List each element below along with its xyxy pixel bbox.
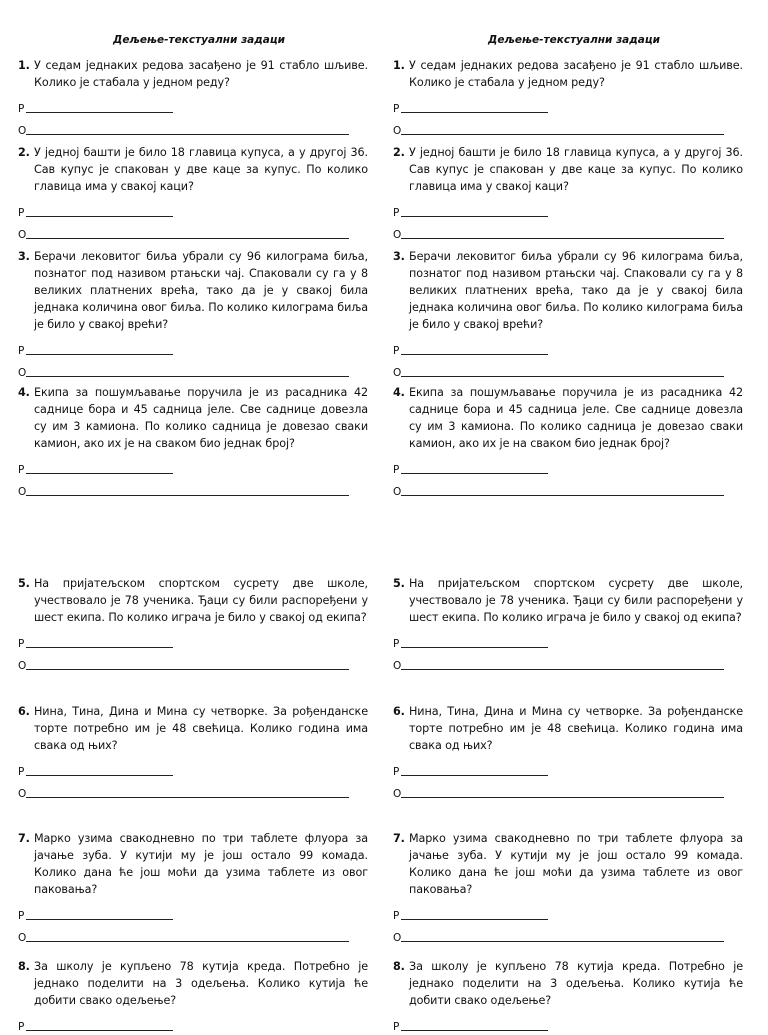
answer-o-label: О <box>18 486 27 498</box>
task-8 <box>393 958 743 1035</box>
task-number: 8. <box>393 960 405 973</box>
task-1 <box>18 57 368 139</box>
answer-r-label: Р <box>18 464 25 476</box>
answer-r-line[interactable] <box>393 99 743 117</box>
answer-r-line[interactable] <box>393 906 743 924</box>
answer-o-label: О <box>393 125 402 137</box>
answer-o-line[interactable] <box>393 656 743 674</box>
answer-r-line[interactable] <box>18 341 368 359</box>
answer-o-label: О <box>18 367 27 379</box>
task-number: 1. <box>18 59 30 72</box>
task-number: 5. <box>18 577 30 590</box>
answer-r-line[interactable] <box>393 634 743 652</box>
task-1 <box>393 57 743 139</box>
answer-r-label: Р <box>393 345 400 357</box>
answer-r-line[interactable] <box>393 1017 743 1035</box>
answer-r-label: Р <box>18 207 25 219</box>
task-number: 3. <box>393 250 405 263</box>
answer-r-line[interactable] <box>393 460 743 478</box>
task-7 <box>18 830 368 946</box>
answer-o-label: О <box>393 932 402 944</box>
left-column <box>18 0 368 1033</box>
task-text: За школу је купљено 78 кутија креда. Потребно је једнако поделити на 3 одељења. Колико кутија ће добити свако одељење? <box>409 960 743 1007</box>
answer-r-label: Р <box>393 910 400 922</box>
answer-o-line[interactable] <box>18 928 368 946</box>
task-7 <box>393 830 743 946</box>
answer-o-label: О <box>393 486 402 498</box>
task-5 <box>393 575 743 674</box>
answer-r-line[interactable] <box>18 906 368 924</box>
answer-o-label: О <box>18 660 27 672</box>
answer-r-label: Р <box>18 766 25 778</box>
task-number: 6. <box>393 705 405 718</box>
answer-r-label: Р <box>18 910 25 922</box>
answer-r-label: Р <box>18 103 25 115</box>
task-text: На пријатељском спортском сусрету две школе, учествовало је 78 ученика. Ђаци су били распоређени у шест екипа. По колико играча је било у свакој од екипа? <box>34 577 368 624</box>
answer-o-line[interactable] <box>18 121 368 139</box>
answer-r-label: Р <box>393 464 400 476</box>
answer-r-label: Р <box>18 638 25 650</box>
answer-o-label: О <box>18 932 27 944</box>
task-number: 4. <box>18 386 30 399</box>
answer-o-line[interactable] <box>18 784 368 802</box>
answer-r-label: Р <box>18 1021 25 1033</box>
answer-r-line[interactable] <box>18 203 368 221</box>
worksheet-title: Дељење-текстуални задаци <box>488 34 660 46</box>
answer-r-label: Р <box>393 103 400 115</box>
task-text: Екипа за пошумљавање поручила је из расадника 42 саднице бора и 45 садница јеле. Све саднице довезла су им 3 камиона. По колико садница је довезао сваки камион, ако их је на сваком био једнак број? <box>34 386 368 450</box>
answer-o-line[interactable] <box>393 363 743 381</box>
answer-o-line[interactable] <box>393 225 743 243</box>
task-2 <box>18 144 368 243</box>
answer-o-line[interactable] <box>393 121 743 139</box>
answer-r-line[interactable] <box>18 762 368 780</box>
task-number: 4. <box>393 386 405 399</box>
task-number: 2. <box>393 146 405 159</box>
answer-o-line[interactable] <box>18 482 368 500</box>
task-6 <box>393 703 743 802</box>
task-text: У седам једнаких редова засађено је 91 стабло шљиве. Колико је стабала у једном реду? <box>34 59 368 89</box>
task-text: Марко узима свакодневно по три таблете флуора за јачање зуба. У кутији му је још остало 99 комада. Колико дана ће још моћи да узима таблете из овог паковања? <box>34 832 368 896</box>
answer-r-line[interactable] <box>18 634 368 652</box>
task-number: 8. <box>18 960 30 973</box>
answer-r-label: Р <box>393 766 400 778</box>
task-3 <box>393 248 743 381</box>
answer-o-line[interactable] <box>393 784 743 802</box>
answer-o-line[interactable] <box>18 225 368 243</box>
task-8 <box>18 958 368 1035</box>
task-text: У једној башти је било 18 главица купуса, а у другој 36. Сав купус је спакован у две каце за купус. По колико главица има у свакој каци? <box>409 146 743 193</box>
answer-o-label: О <box>393 788 402 800</box>
answer-r-line[interactable] <box>18 460 368 478</box>
task-text: Нина, Тина, Дина и Мина су четворке. За рођенданске торте потребно им је 48 свећица. Колико година има свака од њих? <box>409 705 743 752</box>
right-column <box>393 0 743 1033</box>
task-number: 5. <box>393 577 405 590</box>
answer-o-line[interactable] <box>393 482 743 500</box>
answer-r-line[interactable] <box>393 203 743 221</box>
answer-o-label: О <box>393 229 402 241</box>
answer-r-line[interactable] <box>393 341 743 359</box>
task-number: 7. <box>393 832 405 845</box>
answer-o-line[interactable] <box>393 928 743 946</box>
task-number: 7. <box>18 832 30 845</box>
answer-r-label: Р <box>393 1021 400 1033</box>
task-text: Марко узима свакодневно по три таблете флуора за јачање зуба. У кутији му је још остало 99 комада. Колико дана ће још моћи да узима таблете из овог паковања? <box>409 832 743 896</box>
task-number: 1. <box>393 59 405 72</box>
task-6 <box>18 703 368 802</box>
task-4 <box>18 384 368 500</box>
task-text: Берачи лековитог биља убрали су 96 килограма биља, познатог под називом ртањски чај. Спаковали су га у 8 великих платнених врећа, тако да је у свакој била једнака количина овог биља. По колико килограма биља је било у свакој врећи? <box>34 250 368 331</box>
task-number: 3. <box>18 250 30 263</box>
task-number: 2. <box>18 146 30 159</box>
answer-o-label: О <box>393 367 402 379</box>
task-number: 6. <box>18 705 30 718</box>
answer-r-label: Р <box>393 638 400 650</box>
answer-o-label: О <box>18 229 27 241</box>
answer-r-line[interactable] <box>18 99 368 117</box>
answer-o-label: О <box>18 788 27 800</box>
answer-r-line[interactable] <box>393 762 743 780</box>
answer-r-label: Р <box>393 207 400 219</box>
task-text: У седам једнаких редова засађено је 91 стабло шљиве. Колико је стабала у једном реду? <box>409 59 743 89</box>
task-text: У једној башти је било 18 главица купуса, а у другој 36. Сав купус је спакован у две каце за купус. По колико главица има у свакој каци? <box>34 146 368 193</box>
task-text: Екипа за пошумљавање поручила је из расадника 42 саднице бора и 45 садница јеле. Све саднице довезла су им 3 камиона. По колико садница је довезао сваки камион, ако их је на сваком био једнак број? <box>409 386 743 450</box>
task-4 <box>393 384 743 500</box>
answer-o-line[interactable] <box>18 656 368 674</box>
worksheet-title: Дељење-текстуални задаци <box>113 34 285 46</box>
task-2 <box>393 144 743 243</box>
task-text: Берачи лековитог биља убрали су 96 килограма биља, познатог под називом ртањски чај. Спаковали су га у 8 великих платнених врећа, тако да је у свакој била једнака количина овог биља. По колико килограма биља је било у свакој врећи? <box>409 250 743 331</box>
answer-o-line[interactable] <box>18 363 368 381</box>
task-3 <box>18 248 368 381</box>
task-text: На пријатељском спортском сусрету две школе, учествовало је 78 ученика. Ђаци су били распоређени у шест екипа. По колико играча је било у свакој од екипа? <box>409 577 743 624</box>
task-text: Нина, Тина, Дина и Мина су четворке. За рођенданске торте потребно им је 48 свећица. Колико година има свака од њих? <box>34 705 368 752</box>
task-5 <box>18 575 368 674</box>
answer-r-line[interactable] <box>18 1017 368 1035</box>
answer-o-label: О <box>393 660 402 672</box>
answer-r-label: Р <box>18 345 25 357</box>
answer-o-label: О <box>18 125 27 137</box>
task-text: За школу је купљено 78 кутија креда. Потребно је једнако поделити на 3 одељења. Колико кутија ће добити свако одељење? <box>34 960 368 1007</box>
